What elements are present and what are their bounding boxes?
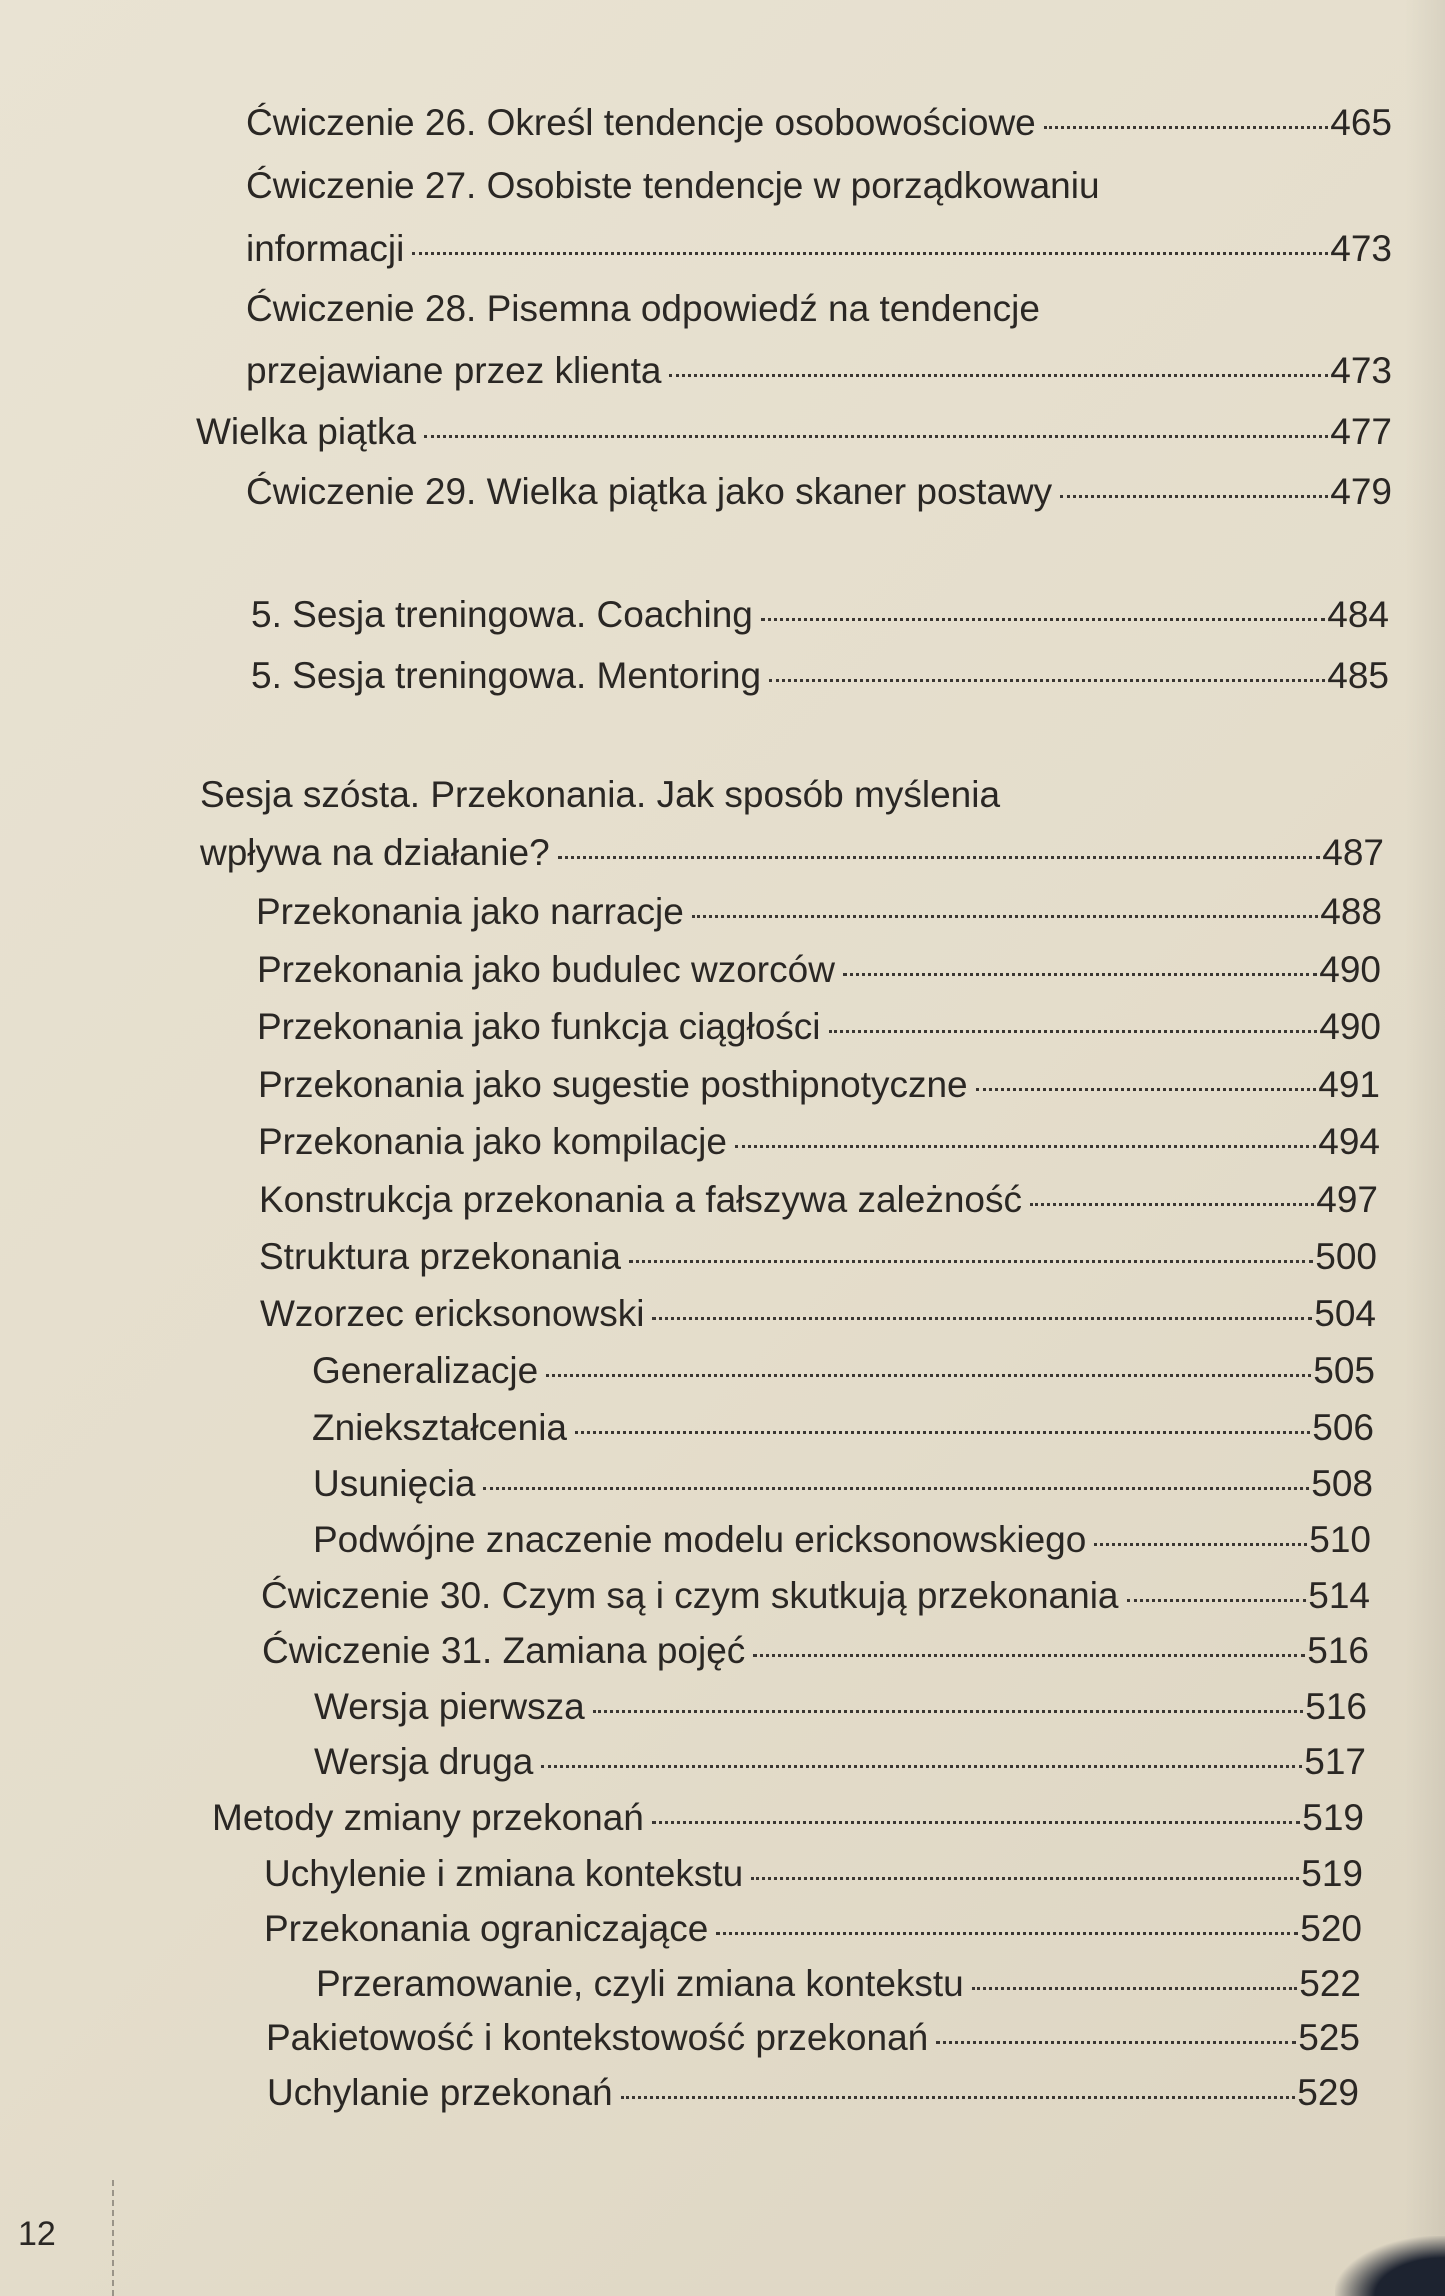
toc-entry-title: Ćwiczenie 29. Wielka piątka jako skaner postawy — [246, 471, 1053, 512]
toc-entry-page: 473 — [1330, 228, 1392, 269]
dot-leader — [976, 1088, 1317, 1091]
toc-entry-page: 508 — [1311, 1463, 1373, 1504]
toc-entry-title: Pakietowość i kontekstowość przekonań — [266, 2017, 929, 2058]
toc-entry-title: 5. Sesja treningowa. Mentoring — [251, 655, 762, 696]
dot-leader — [751, 1877, 1299, 1880]
page-number: 12 — [18, 2215, 56, 2253]
toc-entry-title: Przekonania jako narracje — [256, 891, 684, 932]
page-gutter — [112, 2180, 114, 2296]
toc-entry-title: 5. Sesja treningowa. Coaching — [251, 594, 753, 635]
dot-leader — [1044, 126, 1329, 129]
dot-leader — [669, 374, 1328, 377]
dot-leader — [1094, 1543, 1307, 1546]
toc-entry-title: Przekonania ograniczające — [264, 1908, 709, 1949]
toc-entry — [246, 230, 1392, 267]
toc-entry-title: Przeramowanie, czyli zmiana kontekstu — [316, 1963, 964, 2004]
dot-leader — [829, 1030, 1318, 1033]
dot-leader — [936, 2041, 1296, 2044]
dot-leader — [575, 1431, 1310, 1434]
toc-entry-page: 504 — [1314, 1293, 1376, 1334]
toc-entry-title: przejawiane przez klienta — [246, 350, 662, 391]
toc-entry-title: Konstrukcja przekonania a fałszywa zależność — [259, 1179, 1022, 1220]
toc-entry-page: 490 — [1319, 949, 1381, 990]
toc-entry — [316, 1965, 1361, 2002]
toc-entry — [200, 834, 1384, 871]
dot-leader — [1030, 1203, 1314, 1206]
toc-entry-title: Uchylanie przekonań — [267, 2072, 613, 2113]
toc-entry — [256, 893, 1382, 930]
dot-leader — [424, 435, 1328, 438]
toc-entry — [251, 657, 1389, 694]
toc-entry-page: 479 — [1330, 471, 1392, 512]
dot-leader — [621, 2096, 1296, 2099]
dot-leader — [761, 618, 1325, 621]
toc-entry — [264, 1855, 1363, 1892]
toc-entry — [257, 951, 1381, 988]
toc-entry-page: 497 — [1316, 1179, 1378, 1220]
toc-entry-title: Przekonania jako kompilacje — [258, 1121, 727, 1162]
toc-entry-title: Ćwiczenie 28. Pisemna odpowiedź na tendencje — [246, 288, 1040, 329]
toc-entry — [246, 473, 1392, 510]
dot-leader — [593, 1710, 1304, 1713]
dot-leader — [629, 1260, 1313, 1263]
dot-leader — [483, 1487, 1309, 1490]
toc-entry — [196, 413, 1392, 450]
toc-entry-page: 519 — [1301, 1853, 1363, 1894]
dot-leader — [1060, 495, 1328, 498]
toc-entry-page: 473 — [1330, 350, 1392, 391]
toc-entry-page: 522 — [1299, 1963, 1361, 2004]
toc-entry-title: Przekonania jako budulec wzorców — [257, 949, 835, 990]
toc-entry — [261, 1577, 1370, 1614]
toc-entry-title: Wzorzec ericksonowski — [260, 1293, 645, 1334]
toc-entry-title: Wersja pierwsza — [314, 1686, 585, 1727]
toc-entry-title: wpływa na działanie? — [200, 832, 550, 873]
toc-entry-page: 506 — [1312, 1407, 1374, 1448]
toc-entry — [313, 1465, 1373, 1502]
toc-entry-page: 465 — [1330, 102, 1392, 143]
toc-entry — [314, 1743, 1366, 1780]
toc-entry — [246, 104, 1392, 141]
toc-entry — [212, 1799, 1364, 1836]
dot-leader — [972, 1987, 1298, 1990]
toc-entry-page: 514 — [1308, 1575, 1370, 1616]
dot-leader — [735, 1145, 1316, 1148]
toc-entry-page: 487 — [1322, 832, 1384, 873]
toc-entry — [314, 1688, 1367, 1725]
section-heading: Sesja szósta. Przekonania. Jak sposób myślenia — [200, 774, 1001, 815]
toc-entry-page: 494 — [1318, 1121, 1380, 1162]
dot-leader — [412, 252, 1328, 255]
toc-entry-page: 485 — [1327, 655, 1389, 696]
dot-leader — [541, 1765, 1302, 1768]
toc-entry-page: 491 — [1318, 1064, 1380, 1105]
toc-entry — [266, 2019, 1360, 2056]
toc-entry-title: Wersja druga — [314, 1741, 534, 1782]
toc-entry-page: 477 — [1330, 411, 1392, 452]
dot-leader — [546, 1374, 1311, 1377]
toc-entry-title: Ćwiczenie 27. Osobiste tendencje w porządkowaniu — [246, 165, 1100, 206]
dot-leader — [753, 1654, 1305, 1657]
page-edge-shadow — [1405, 0, 1445, 2296]
toc-entry — [257, 1008, 1381, 1045]
toc-entry — [312, 1352, 1375, 1389]
toc-entry-title: Ćwiczenie 26. Określ tendencje osobowościowe — [246, 102, 1036, 143]
toc-entry-title: Metody zmiany przekonań — [212, 1797, 644, 1838]
toc-entry — [262, 1632, 1369, 1669]
dot-leader — [716, 1932, 1298, 1935]
toc-entry-page: 484 — [1327, 594, 1389, 635]
toc-entry — [259, 1238, 1377, 1275]
toc-entry — [259, 1181, 1378, 1218]
toc-entry — [267, 2074, 1359, 2111]
toc-entry — [258, 1123, 1380, 1160]
toc-entry-page: 516 — [1307, 1630, 1369, 1671]
toc-entry-title: Uchylenie i zmiana kontekstu — [264, 1853, 744, 1894]
toc-entry-page: 490 — [1319, 1006, 1381, 1047]
toc-entry — [251, 596, 1389, 633]
toc-entry-title: Generalizacje — [312, 1350, 539, 1391]
dot-leader — [692, 915, 1318, 918]
toc-entry — [313, 1521, 1371, 1558]
toc-entry — [258, 1066, 1380, 1103]
dot-leader — [652, 1317, 1312, 1320]
dot-leader — [843, 973, 1317, 976]
toc-entry — [260, 1295, 1376, 1332]
toc-entry-title: Przekonania jako funkcja ciągłości — [257, 1006, 821, 1047]
toc-entry-page: 519 — [1302, 1797, 1364, 1838]
dot-leader — [1127, 1599, 1307, 1602]
toc-entry-page: 488 — [1320, 891, 1382, 932]
toc-entry-page: 516 — [1305, 1686, 1367, 1727]
toc-entry-page: 505 — [1313, 1350, 1375, 1391]
toc-entry-title: Struktura przekonania — [259, 1236, 621, 1277]
toc-entry-title: Ćwiczenie 30. Czym są i czym skutkują przekonania — [261, 1575, 1119, 1616]
toc-entry-title: Ćwiczenie 31. Zamiana pojęć — [262, 1630, 746, 1671]
toc-entry — [312, 1409, 1374, 1446]
toc-entry-page: 525 — [1298, 2017, 1360, 2058]
dot-leader — [769, 679, 1325, 682]
toc-entry-page: 500 — [1315, 1236, 1377, 1277]
toc-entry-title: informacji — [246, 228, 405, 269]
toc-entry-page: 510 — [1309, 1519, 1371, 1560]
toc-entry — [264, 1910, 1362, 1947]
dot-leader — [652, 1821, 1300, 1824]
toc-entry-title: Podwójne znaczenie modelu ericksonowskiego — [313, 1519, 1087, 1560]
toc-entry — [246, 352, 1392, 389]
toc-entry-title: Wielka piątka — [196, 411, 417, 452]
toc-entry-title: Usunięcia — [313, 1463, 476, 1504]
dot-leader — [558, 856, 1321, 859]
toc-entry-page: 520 — [1300, 1908, 1362, 1949]
toc-entry-title: Zniekształcenia — [312, 1407, 568, 1448]
toc-entry-page: 529 — [1297, 2072, 1359, 2113]
toc-entry-title: Przekonania jako sugestie posthipnotyczne — [258, 1064, 968, 1105]
toc-entry-page: 517 — [1304, 1741, 1366, 1782]
background-corner — [1335, 2236, 1445, 2296]
